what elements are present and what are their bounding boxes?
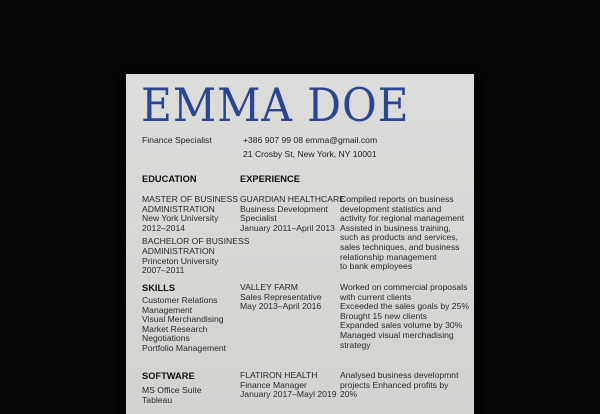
experience-guardian [240, 195, 345, 233]
desc-line: strategy [340, 339, 371, 350]
years: 2007–2011 [142, 265, 185, 276]
skills-heading: SKILLS [142, 283, 176, 293]
desc-line: with current clients [340, 291, 412, 302]
school: Princeton University [142, 255, 219, 266]
experience-flatiron-desc [340, 371, 458, 400]
desc-line: 20% [340, 389, 358, 400]
experience-guardian-desc [340, 195, 464, 272]
degree: MASTER OF BUSINESS [142, 194, 238, 204]
experience-valley-desc [340, 283, 469, 350]
role: Sales Representative [240, 291, 322, 302]
experience-heading: EXPERIENCE [240, 174, 300, 184]
desc-line: Brought 15 new clients [340, 310, 427, 321]
dates: May 2013–April 2016 [240, 301, 322, 312]
software-heading: SOFTWARE [142, 371, 195, 381]
contact-address: 21 Crosby St, New York, NY 10001 [243, 149, 377, 159]
resume-paper [126, 74, 474, 414]
skills-list [142, 296, 226, 354]
desc-line: projects Enhanced profits by [340, 379, 449, 390]
software-list [142, 386, 202, 405]
company: GUARDIAN HEALTHCARE [240, 194, 345, 204]
desc-line: Analysed business developmnt [340, 370, 459, 380]
education-list [142, 195, 249, 276]
desc-line: Compiled reports on business [340, 194, 454, 204]
company: VALLEY FARM [240, 282, 298, 292]
skill: Management [142, 304, 193, 315]
degree: BACHELOR OF BUSINESS [142, 236, 250, 247]
software-item: Tableau [142, 394, 173, 405]
desc-line: such as products and services, [340, 232, 458, 243]
role: Business Development [240, 203, 328, 214]
degree: ADMINISTRATION [142, 245, 215, 256]
years: 2012–2014 [142, 222, 186, 233]
degree: ADMINISTRATION [142, 203, 215, 214]
role: Finance Manager [240, 379, 307, 390]
skill: Portfolio Management [142, 342, 227, 353]
dates: January 2017–Mayl 2019 [240, 389, 337, 400]
education-heading: EDUCATION [142, 174, 197, 184]
contact-phone-email: +386 907 99 08 emma@gmail.com [243, 135, 378, 145]
resume-name: EMMA DOE [141, 78, 410, 132]
desc-line: Exceeded the sales goals by 25% [340, 301, 469, 312]
dates: January 2011–April 2013 [240, 222, 335, 233]
desc-line: Managed visual merchadising [340, 329, 454, 340]
desc-line: sales techniques, and business [340, 241, 460, 252]
company: FLATIRON HEALTH [240, 370, 318, 380]
experience-valley [240, 283, 322, 312]
desc-line: development statistics and [340, 203, 442, 214]
skill: Visual Merchandising [142, 314, 224, 325]
skill: Customer Relations [142, 295, 218, 305]
desc-line: activity for regional management [340, 213, 465, 224]
desc-line: Expanded sales volume by 30% [340, 320, 463, 331]
desc-line: Assisted in business training, [340, 222, 451, 233]
desc-line: Worked on commercial proposals [340, 282, 468, 292]
school: New York University [142, 213, 219, 224]
role: Specialist [240, 213, 277, 224]
skill: Negotiations [142, 333, 190, 344]
desc-line: to bank employees [340, 261, 413, 272]
job-title: Finance Specialist [142, 135, 212, 145]
experience-flatiron [240, 371, 337, 400]
software-item: MS Office Suite [142, 385, 202, 395]
desc-line: relationship management [340, 251, 437, 262]
skill: Market Research [142, 323, 208, 334]
